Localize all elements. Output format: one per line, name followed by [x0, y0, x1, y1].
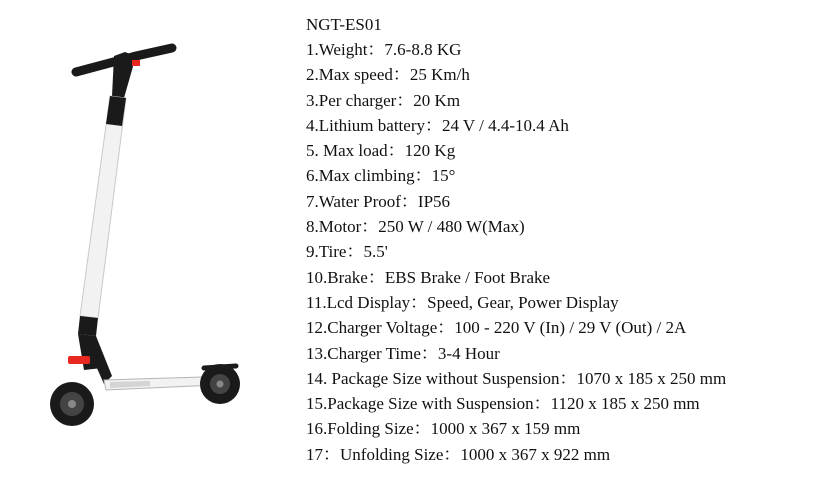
spec-charger-voltage: 12.Charger Voltage：100 - 220 V (In) / 29 V (Out) / 2A [306, 318, 687, 338]
spec-package-size-with-suspension: 15.Package Size with Suspension：1120 x 185 x 250 mm [306, 394, 700, 414]
front-fork [68, 334, 112, 384]
spec-tire: 9.Tire：5.5' [306, 242, 388, 262]
spec-motor: 8.Motor：250 W / 480 W(Max) [306, 217, 525, 237]
spec-battery: 4.Lithium battery：24 V / 4.4-10.4 Ah [306, 115, 569, 135]
spec-max-climbing: 6.Max climbing：15° [306, 166, 456, 186]
spec-water-proof: 7.Water Proof：IP56 [306, 191, 451, 211]
spec-folding-size: 16.Folding Size：1000 x 367 x 159 mm [306, 419, 581, 439]
spec-max-speed: 2.Max speed：25 Km/h [306, 65, 470, 85]
spec-charger-time: 13.Charger Time：3-4 Hour [306, 343, 500, 363]
spec-unfolding-size: 17：Unfolding Size：1000 x 367 x 922 mm [306, 444, 611, 464]
front-wheel [50, 382, 94, 426]
spec-sheet [306, 12, 811, 467]
electric-scooter-icon [40, 36, 240, 436]
rear-wheel [200, 364, 240, 404]
spec-lcd-display: 11.Lcd Display：Speed, Gear, Power Display [306, 292, 619, 312]
spec-brake: 10.Brake：EBS Brake / Foot Brake [306, 267, 551, 287]
handlebar [76, 48, 172, 98]
spec-list [306, 37, 811, 467]
spec-package-size-without-suspension: 14. Package Size without Suspension：1070 x 185 x 250 mm [306, 368, 727, 388]
spec-max-load: 5. Max load：120 Kg [306, 141, 456, 161]
stem [78, 96, 126, 336]
spec-weight: 1.Weight：7.6-8.8 KG [306, 40, 462, 59]
spec-range: 3.Per charger：20 Km [306, 90, 461, 110]
model-title: NGT-ES01 [306, 15, 382, 34]
